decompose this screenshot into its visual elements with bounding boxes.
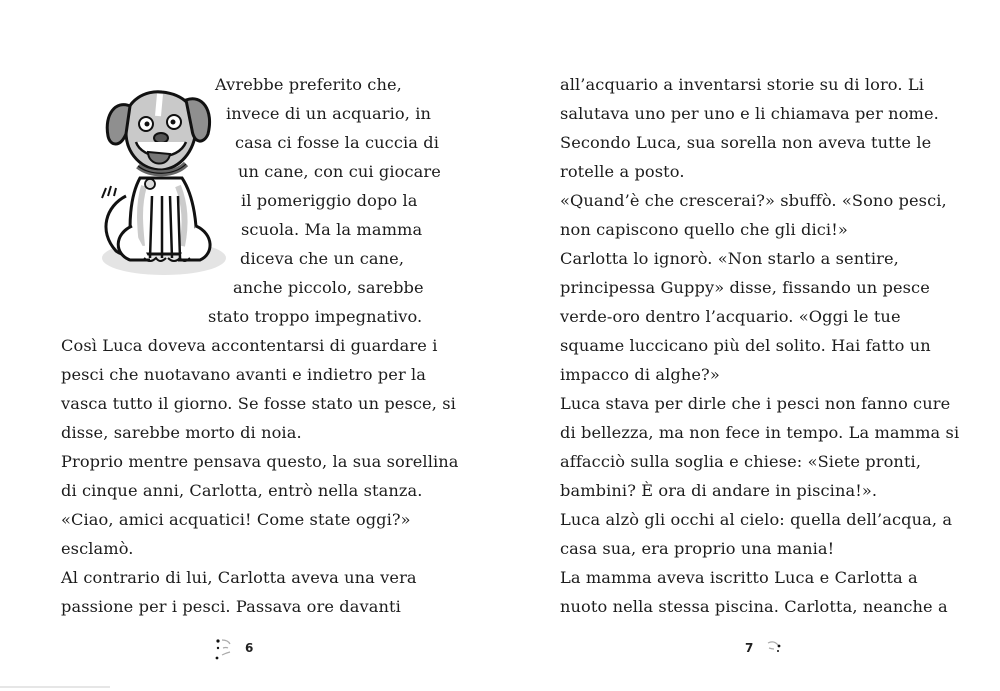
text-line: Luca stava per dirle che i pesci non fanno cure bbox=[560, 394, 951, 413]
text-line: Secondo Luca, sua sorella non aveva tutte le bbox=[560, 133, 932, 152]
dog-illustration bbox=[86, 86, 226, 282]
text-line: non capiscono quello che gli dici!» bbox=[560, 220, 848, 239]
text-line: scuola. Ma la mamma bbox=[241, 220, 423, 239]
text-line: il pomeriggio dopo la bbox=[241, 191, 418, 210]
text-line: diceva che un cane, bbox=[240, 249, 405, 268]
text-line: Così Luca doveva accontentarsi di guardare i bbox=[61, 336, 438, 355]
text-line: casa ci fosse la cuccia di bbox=[235, 133, 439, 152]
text-line: Carlotta lo ignorò. «Non starlo a sentire, bbox=[560, 249, 899, 268]
text-line: Proprio mentre pensava questo, la sua sorellina bbox=[61, 452, 459, 471]
text-line: rotelle a posto. bbox=[560, 162, 685, 181]
page-number: 6 bbox=[245, 641, 254, 655]
text-line: «Ciao, amici acquatici! Come state oggi?» bbox=[61, 510, 411, 529]
text-line: salutava uno per uno e li chiamava per nome. bbox=[560, 104, 939, 123]
text-line: disse, sarebbe morto di noia. bbox=[61, 423, 302, 442]
text-line: stato troppo impegnativo. bbox=[208, 307, 423, 326]
text-line: squame luccicano più del solito. Hai fatto un bbox=[560, 336, 931, 355]
text-line: verde-oro dentro l’acquario. «Oggi le tue bbox=[560, 307, 901, 326]
text-line: La mamma aveva iscritto Luca e Carlotta a bbox=[560, 568, 918, 587]
text-line: un cane, con cui giocare bbox=[238, 162, 441, 181]
text-line: di bellezza, ma non fece in tempo. La mamma si bbox=[560, 423, 960, 442]
text-line: esclamò. bbox=[61, 539, 134, 558]
bubbles-ornament-icon bbox=[213, 636, 235, 664]
text-line: affacciò sulla soglia e chiese: «Siete pronti, bbox=[560, 452, 922, 471]
text-line: casa sua, era proprio una mania! bbox=[560, 539, 835, 558]
text-line: «Quand’è che crescerai?» sbuffò. «Sono pesci, bbox=[560, 191, 947, 210]
page-number: 7 bbox=[745, 641, 754, 655]
text-line: invece di un acquario, in bbox=[226, 104, 432, 123]
right-page bbox=[500, 0, 1000, 691]
text-line: di cinque anni, Carlotta, entrò nella stanza. bbox=[61, 481, 423, 500]
text-line: all’acquario a inventarsi storie su di loro. Li bbox=[560, 75, 924, 94]
text-line: impacco di alghe?» bbox=[560, 365, 720, 384]
text-line: Al contrario di lui, Carlotta aveva una vera bbox=[61, 568, 417, 587]
text-line: principessa Guppy» disse, fissando un pesce bbox=[560, 278, 930, 297]
text-line: pesci che nuotavano avanti e indietro per la bbox=[61, 365, 427, 384]
text-line: Avrebbe preferito che, bbox=[215, 75, 402, 94]
bubbles-ornament-icon bbox=[765, 636, 787, 664]
text-line: Luca alzò gli occhi al cielo: quella dell’acqua, a bbox=[560, 510, 953, 529]
text-line: passione per i pesci. Passava ore davanti bbox=[61, 597, 401, 616]
text-line: bambini? È ora di andare in piscina!». bbox=[560, 481, 878, 500]
page-edge bbox=[0, 686, 110, 688]
text-line: vasca tutto il giorno. Se fosse stato un pesce, si bbox=[61, 394, 456, 413]
text-line: anche piccolo, sarebbe bbox=[233, 278, 424, 297]
text-line: nuoto nella stessa piscina. Carlotta, neanche a bbox=[560, 597, 948, 616]
